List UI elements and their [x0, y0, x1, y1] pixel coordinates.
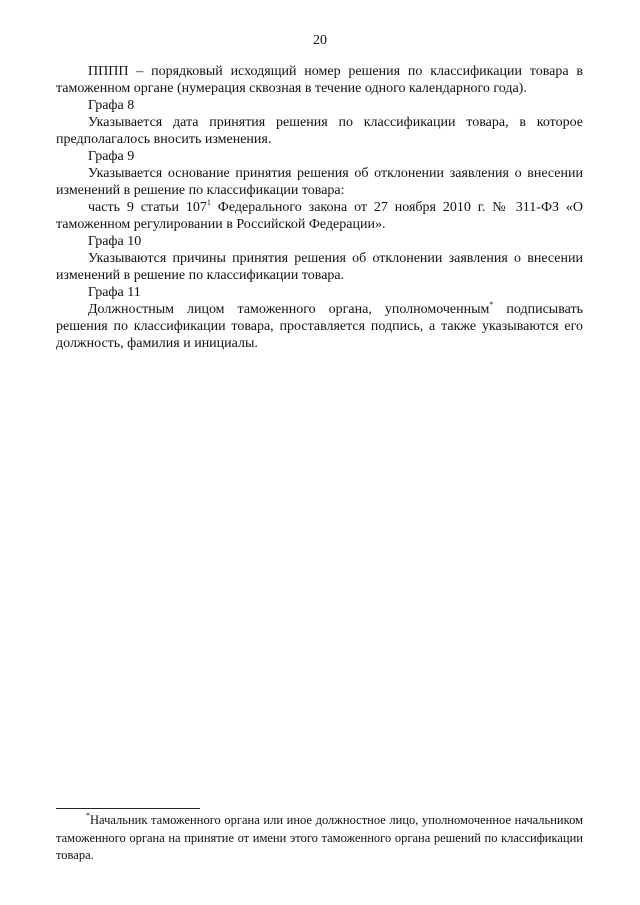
footnote-reference-marker: * [489, 300, 494, 309]
section-heading-grafa-9: Графа 9 [88, 149, 135, 164]
document-body [56, 63, 583, 352]
paragraph-legal-basis [56, 199, 583, 233]
paragraph-grafa-11 [56, 301, 583, 352]
footnote-text: Начальник таможенного органа или иное должностное лицо, уполномоченное начальником таможенного органа на принятие от имени этого таможенного органа решений по классификации товара. [56, 813, 583, 862]
section-heading-grafa-8: Графа 8 [88, 98, 135, 113]
grafa-11-text-end: подписывать решения по классификации товара, проставляется подпись, а также указываются его должность, фамилия и инициалы. [56, 302, 583, 351]
footnote-marker: * [86, 811, 90, 820]
paragraph-number-format: ПППП – порядковый исходящий номер решения по классификации товара в таможенном органе (нумерация сквозная в течение одного календарного года). [56, 64, 583, 96]
paragraph-grafa-10: Указываются причины принятия решения об отклонении заявления о внесении изменений в решение по классификации товара. [56, 251, 583, 283]
legal-basis-text-end: Федерального закона от 27 ноября 2010 г. № 311-ФЗ «О таможенном регулировании в Российской Федерации». [56, 200, 583, 232]
paragraph-grafa-8: Указывается дата принятия решения по классификации товара, в которое предполагалось вносить изменения. [56, 115, 583, 147]
paragraph-grafa-9: Указывается основание принятия решения об отклонении заявления о внесении изменений в решение по классификации товара: [56, 166, 583, 198]
footnote [56, 812, 583, 865]
section-heading-grafa-10: Графа 10 [88, 234, 142, 249]
legal-basis-superscript: 1 [206, 198, 211, 207]
page-number: 20 [313, 33, 327, 48]
footnote-divider [56, 808, 200, 809]
grafa-11-text-start: Должностным лицом таможенного органа, уполномоченным [88, 302, 490, 317]
legal-basis-text-start: часть 9 статьи 107 [88, 200, 207, 215]
section-heading-grafa-11: Графа 11 [88, 285, 141, 300]
